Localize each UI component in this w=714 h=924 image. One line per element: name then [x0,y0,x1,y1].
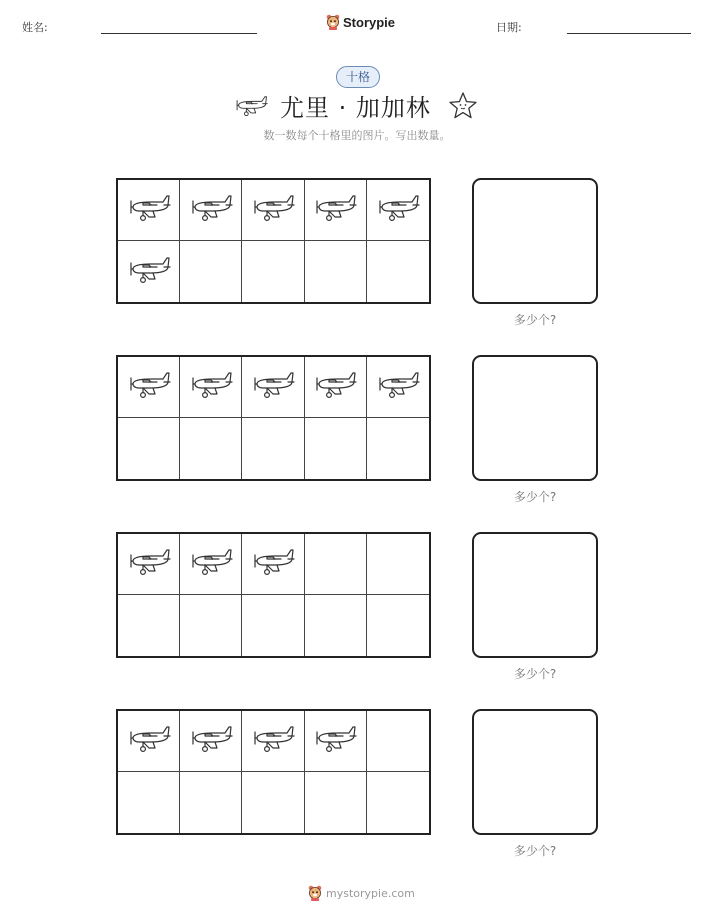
ten-frame-cell [242,772,304,833]
airplane-icon [189,370,233,404]
airplane-icon [376,370,420,404]
ten-frame-cell [367,418,429,479]
ten-frame-cell [118,711,180,772]
ten-frame-cell [180,595,242,656]
footer [308,885,415,901]
ten-frame-cell [180,180,242,241]
date-input-line[interactable] [567,33,691,34]
ten-frame-cell [118,418,180,479]
storypie-logo [326,14,395,30]
airplane-icon [313,724,357,758]
airplane-icon [313,193,357,227]
airplane-icon [189,547,233,581]
airplane-icon [251,724,295,758]
ten-frame-cell [305,357,367,418]
airplane-icon [251,370,295,404]
ten-frame-cell [242,534,304,595]
airplane-icon [127,547,171,581]
ten-frame-cell [305,418,367,479]
ten-frame-cell [118,180,180,241]
ten-frame-cell [180,772,242,833]
ten-frame-cell [367,241,429,302]
ten-frame-cell [118,534,180,595]
airplane-icon [234,94,268,118]
instruction-text: 数一数每个十格里的图片。写出数量。 [263,129,451,142]
ten-frame-cell [118,772,180,833]
ten-frame-cell [118,595,180,656]
ten-frame-4 [116,709,431,835]
ten-frame-cell [305,534,367,595]
ten-frame-cell [242,357,304,418]
ten-frame-cell [367,772,429,833]
ten-frame-cell [305,180,367,241]
logo-text: Storypie [343,14,396,30]
airplane-icon [189,724,233,758]
ten-frame-cell [180,711,242,772]
ten-frame-cell [180,418,242,479]
answer-box-4[interactable] [472,709,598,835]
airplane-icon [127,724,171,758]
how-many-label-3: 多少个? [513,667,557,681]
answer-box-2[interactable] [472,355,598,481]
star-icon [448,91,478,120]
airplane-icon [251,193,295,227]
ten-frame-cell [118,241,180,302]
ten-frame-cell [367,357,429,418]
ten-frame-cell [367,711,429,772]
ten-frame-cell [367,534,429,595]
how-many-label-1: 多少个? [513,313,557,327]
name-label: 姓名: [22,21,48,34]
airplane-icon [251,547,295,581]
airplane-icon [313,370,357,404]
bear-mascot-icon [308,885,322,901]
footer-site: mystorypie.com [326,886,415,900]
ten-frame-cell [242,418,304,479]
ten-frame-cell [242,241,304,302]
ten-frame-cell [305,772,367,833]
date-label: 日期: [496,21,522,34]
ten-frame-cell [367,180,429,241]
how-many-label-4: 多少个? [513,844,557,858]
airplane-icon [376,193,420,227]
ten-frame-1 [116,178,431,304]
airplane-icon [189,193,233,227]
ten-frame-cell [180,357,242,418]
ten-frame-cell [242,595,304,656]
answer-box-3[interactable] [472,532,598,658]
ten-frame-cell [242,180,304,241]
airplane-icon [127,193,171,227]
ten-frame-cell [180,534,242,595]
airplane-icon [127,255,171,289]
ten-frame-cell [180,241,242,302]
name-input-line[interactable] [101,33,257,34]
bear-mascot-icon [326,14,340,30]
ten-frame-badge: 十格 [336,66,380,88]
ten-frame-2 [116,355,431,481]
how-many-label-2: 多少个? [513,490,557,504]
ten-frame-cell [305,711,367,772]
ten-frame-cell [242,711,304,772]
ten-frame-cell [367,595,429,656]
ten-frame-cell [305,595,367,656]
ten-frame-3 [116,532,431,658]
ten-frame-cell [118,357,180,418]
airplane-icon [127,370,171,404]
ten-frame-cell [305,241,367,302]
answer-box-1[interactable] [472,178,598,304]
page-title: 尤里 · 加加林 [280,94,431,122]
